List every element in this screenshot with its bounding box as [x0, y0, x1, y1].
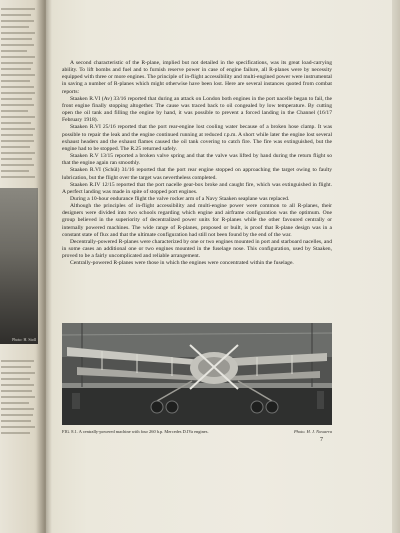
- aircraft-photo-illustration: [62, 323, 332, 425]
- left-page-photo-caption: Photo: H. Stoll: [12, 337, 36, 342]
- left-page-text-fragment-lower: [1, 360, 37, 438]
- photo-credit: Photo. H. J. Nowarra: [293, 429, 332, 434]
- page-number: 7: [320, 437, 323, 443]
- paragraph: During a 10-hour endurance flight the valve rocker arm of a Navy Staaken seaplane was replaced.: [70, 195, 290, 202]
- paragraph: Staaken R.VI (Schül) 31/16 reported that the port rear engine stopped on approaching the target owing to faulty lubrication, but the flight over the target was nevertheless completed.: [62, 167, 332, 181]
- body-text: [62, 60, 332, 268]
- paragraph: Centrally-powered R-planes were those in which the engines were concentrated within the fuselage.: [70, 260, 294, 267]
- paragraph: Staaken R.VI 25/16 reported that the port rear-engine lost cooling water because of a broken hose clamp. It was possible to repair the leak and the engine continued running at reduced r.p.m. A short while later the engine lost several exhaust headers and the exhaust flames caused the oil tank covering to catch fire. The fire was extinguished, but the engine had to be stopped. The R.25 returned safely.: [62, 124, 332, 152]
- left-page-photo: [0, 188, 38, 344]
- book-gutter: [36, 0, 52, 533]
- paragraph: Staaken R.V 13/15 reported a broken valve spring and that the valve was lifted by hand during the return flight so that the engine again ran smoothly.: [62, 153, 332, 167]
- paragraph: A second characteristic of the R-plane, implied but not detailed in the specifications, was its great load-carrying ability. To lift bombs and fuel and to furnish reserve power in case of engine failure, all R-planes were by necessity equipped with three or more engines. The principle of in-flight accessibility and multi-engined power were instrumental in saving a number of R-planes which might otherwise have been lost. Here are several instances quoted from combat reports:: [62, 60, 332, 95]
- figure-caption: FIG. 8.1. A centrally-powered machine with four 260 h.p. Mercedes D.IVa engines.: [62, 429, 209, 434]
- left-page-text-fragment: [1, 8, 37, 182]
- page-edges: [392, 0, 400, 533]
- paragraph: Decentrally-powered R-planes were characterized by one or two engines mounted in port and starboard nacelles, and in some cases an additional one or two engines mounted in the fuselage nose. This configuration, used by Staaken, proved to be a fairly uncomplicated and reliable arrangement.: [62, 238, 332, 260]
- paragraph: Staaken R.VI (Av) 33/16 reported that during an attack on London both engines in the port nacelle began to fail, the front engine finally stopping altogether. The cause was traced back to oil congealed by low temperature. By cutting open the oil tank and filling the engine by hand, it was possible to prevent a forced landing in the Channel (16/17 February 1918).: [62, 95, 332, 124]
- aircraft-photo: [62, 323, 332, 425]
- paragraph: Staaken R.IV 12/15 reported that the port nacelle gear-box broke and caught fire, which was extinguished in flight. A perfect landing was made in spite of stopped port engines.: [62, 181, 332, 195]
- paragraph: Although the principles of in-flight accessibility and multi-engine power were common to all R-planes, their designers were divided into two schools regarding which engine and airframe configuration was the optimum. One group believed in the superiority of decentralized power units for R-planes while the other favoured centrally or internally powered machines. The wide range of R-planes, proposed or built, is proof that R-plane design was in a constant state of flux and that the ultimate configuration had still not been found by the end of the war.: [62, 203, 332, 238]
